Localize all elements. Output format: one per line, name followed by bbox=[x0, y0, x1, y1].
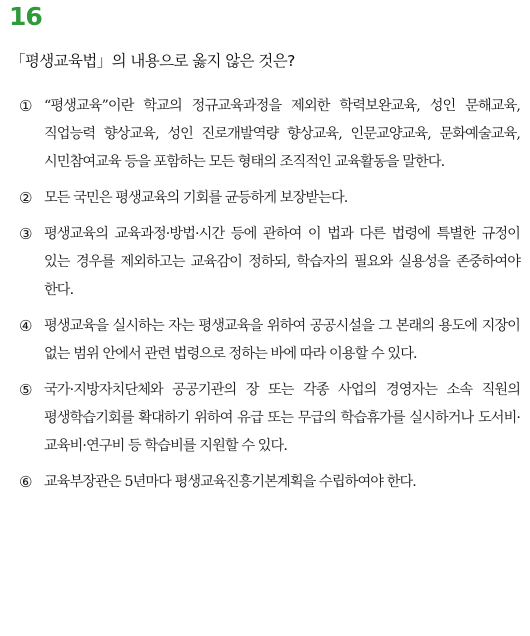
choice-5[interactable] bbox=[0, 376, 530, 460]
choice-marker: ④ bbox=[19, 317, 33, 335]
choice-marker: ⑤ bbox=[19, 381, 33, 399]
choice-1[interactable] bbox=[0, 92, 530, 176]
choice-marker: ③ bbox=[19, 225, 33, 243]
choice-text: 모든 국민은 평생교육의 기회를 균등하게 보장받는다. bbox=[44, 190, 348, 206]
choice-marker: ⑥ bbox=[19, 473, 33, 491]
choice-2[interactable] bbox=[0, 184, 530, 212]
choice-marker: ① bbox=[19, 97, 33, 115]
choice-4[interactable] bbox=[0, 312, 530, 368]
choice-marker: ② bbox=[19, 189, 33, 207]
choice-text: “평생교육”이란 학교의 정규교육과정을 제외한 학력보완교육, 성인 문해교육, 직업능력 향상교육, 성인 진로개발역량 향상교육, 인문교양교육, 문화예술교육, 시민참여교육 등을 포함하는 모든 형태의 조직적인 교육활동을 말한다. bbox=[44, 98, 520, 170]
choice-list bbox=[0, 92, 530, 504]
choice-text: 국가·지방자치단체와 공공기관의 장 또는 각종 사업의 경영자는 소속 직원의 평생학습기회를 확대하기 위하여 유급 또는 무급의 학습휴가를 실시하거나 도서비·교육비·연구비 등 학습비를 지원할 수 있다. bbox=[44, 382, 520, 454]
question-number: 16 bbox=[9, 2, 42, 31]
choice-text: 평생교육의 교육과정·방법·시간 등에 관하여 이 법과 다른 법령에 특별한 규정이 있는 경우를 제외하고는 교육감이 정하되, 학습자의 필요와 실용성을 존중하여야 한다. bbox=[44, 226, 520, 298]
choice-text: 평생교육을 실시하는 자는 평생교육을 위하여 공공시설을 그 본래의 용도에 지장이 없는 범위 안에서 관련 법령으로 정하는 바에 따라 이용할 수 있다. bbox=[44, 318, 520, 362]
choice-6[interactable] bbox=[0, 468, 530, 496]
question-stem: 「평생교육법」의 내용으로 옳지 않은 것은? bbox=[10, 52, 295, 70]
choice-text: 교육부장관은 5년마다 평생교육진흥기본계획을 수립하여야 한다. bbox=[44, 474, 416, 490]
choice-3[interactable] bbox=[0, 220, 530, 304]
